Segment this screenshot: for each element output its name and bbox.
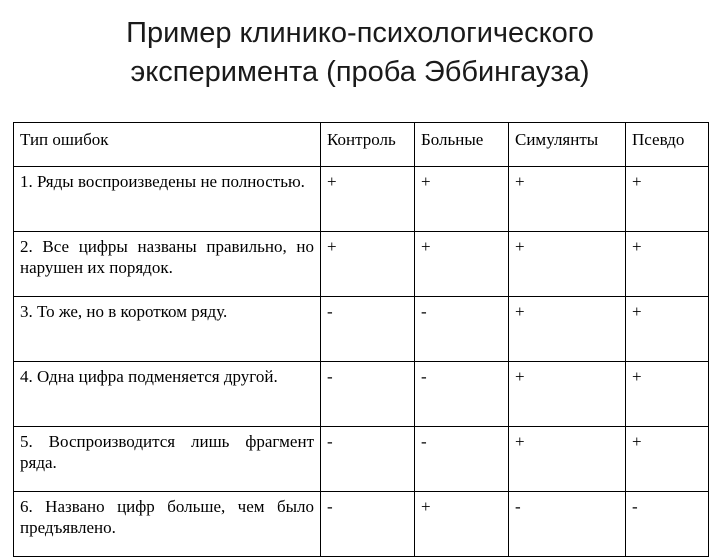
header-pseudo: Псевдо — [626, 123, 709, 167]
errors-table — [13, 122, 709, 557]
cell-simulants: + — [509, 427, 626, 492]
table-header-row — [14, 123, 709, 167]
cell-simulants: + — [509, 362, 626, 427]
row-error-type: 6. Названо цифр больше, чем было предъявлено. — [14, 492, 321, 557]
cell-simulants: + — [509, 297, 626, 362]
cell-simulants: + — [509, 167, 626, 232]
slide-title — [0, 14, 720, 92]
cell-pseudo: + — [626, 297, 709, 362]
cell-pseudo: + — [626, 427, 709, 492]
cell-control: - — [321, 362, 415, 427]
cell-pseudo: + — [626, 232, 709, 297]
table-row — [14, 232, 709, 297]
header-patients: Больные — [415, 123, 509, 167]
table-row — [14, 427, 709, 492]
row-error-type: 2. Все цифры названы правильно, но нарушен их порядок. — [14, 232, 321, 297]
cell-simulants: - — [509, 492, 626, 557]
title-line-1: Пример клинико-психологического — [126, 17, 594, 49]
cell-control: + — [321, 232, 415, 297]
header-control: Контроль — [321, 123, 415, 167]
cell-simulants: + — [509, 232, 626, 297]
cell-pseudo: - — [626, 492, 709, 557]
cell-patients: + — [415, 232, 509, 297]
table-row — [14, 297, 709, 362]
cell-patients: - — [415, 427, 509, 492]
cell-pseudo: + — [626, 167, 709, 232]
cell-patients: - — [415, 297, 509, 362]
cell-patients: + — [415, 492, 509, 557]
table-row — [14, 362, 709, 427]
row-error-type: 3. То же, но в коротком ряду. — [14, 297, 321, 362]
table-row — [14, 167, 709, 232]
cell-patients: + — [415, 167, 509, 232]
cell-pseudo: + — [626, 362, 709, 427]
cell-control: + — [321, 167, 415, 232]
title-line-2: эксперимента (проба Эббингауза) — [130, 56, 590, 88]
table-row — [14, 492, 709, 557]
header-error-type: Тип ошибок — [14, 123, 321, 167]
cell-control: - — [321, 297, 415, 362]
row-error-type: 1. Ряды воспроизведены не полностью. — [14, 167, 321, 232]
row-error-type: 4. Одна цифра подменяется другой. — [14, 362, 321, 427]
cell-control: - — [321, 427, 415, 492]
cell-patients: - — [415, 362, 509, 427]
cell-control: - — [321, 492, 415, 557]
row-error-type: 5. Воспроизводится лишь фрагмент ряда. — [14, 427, 321, 492]
header-simulants: Симулянты — [509, 123, 626, 167]
